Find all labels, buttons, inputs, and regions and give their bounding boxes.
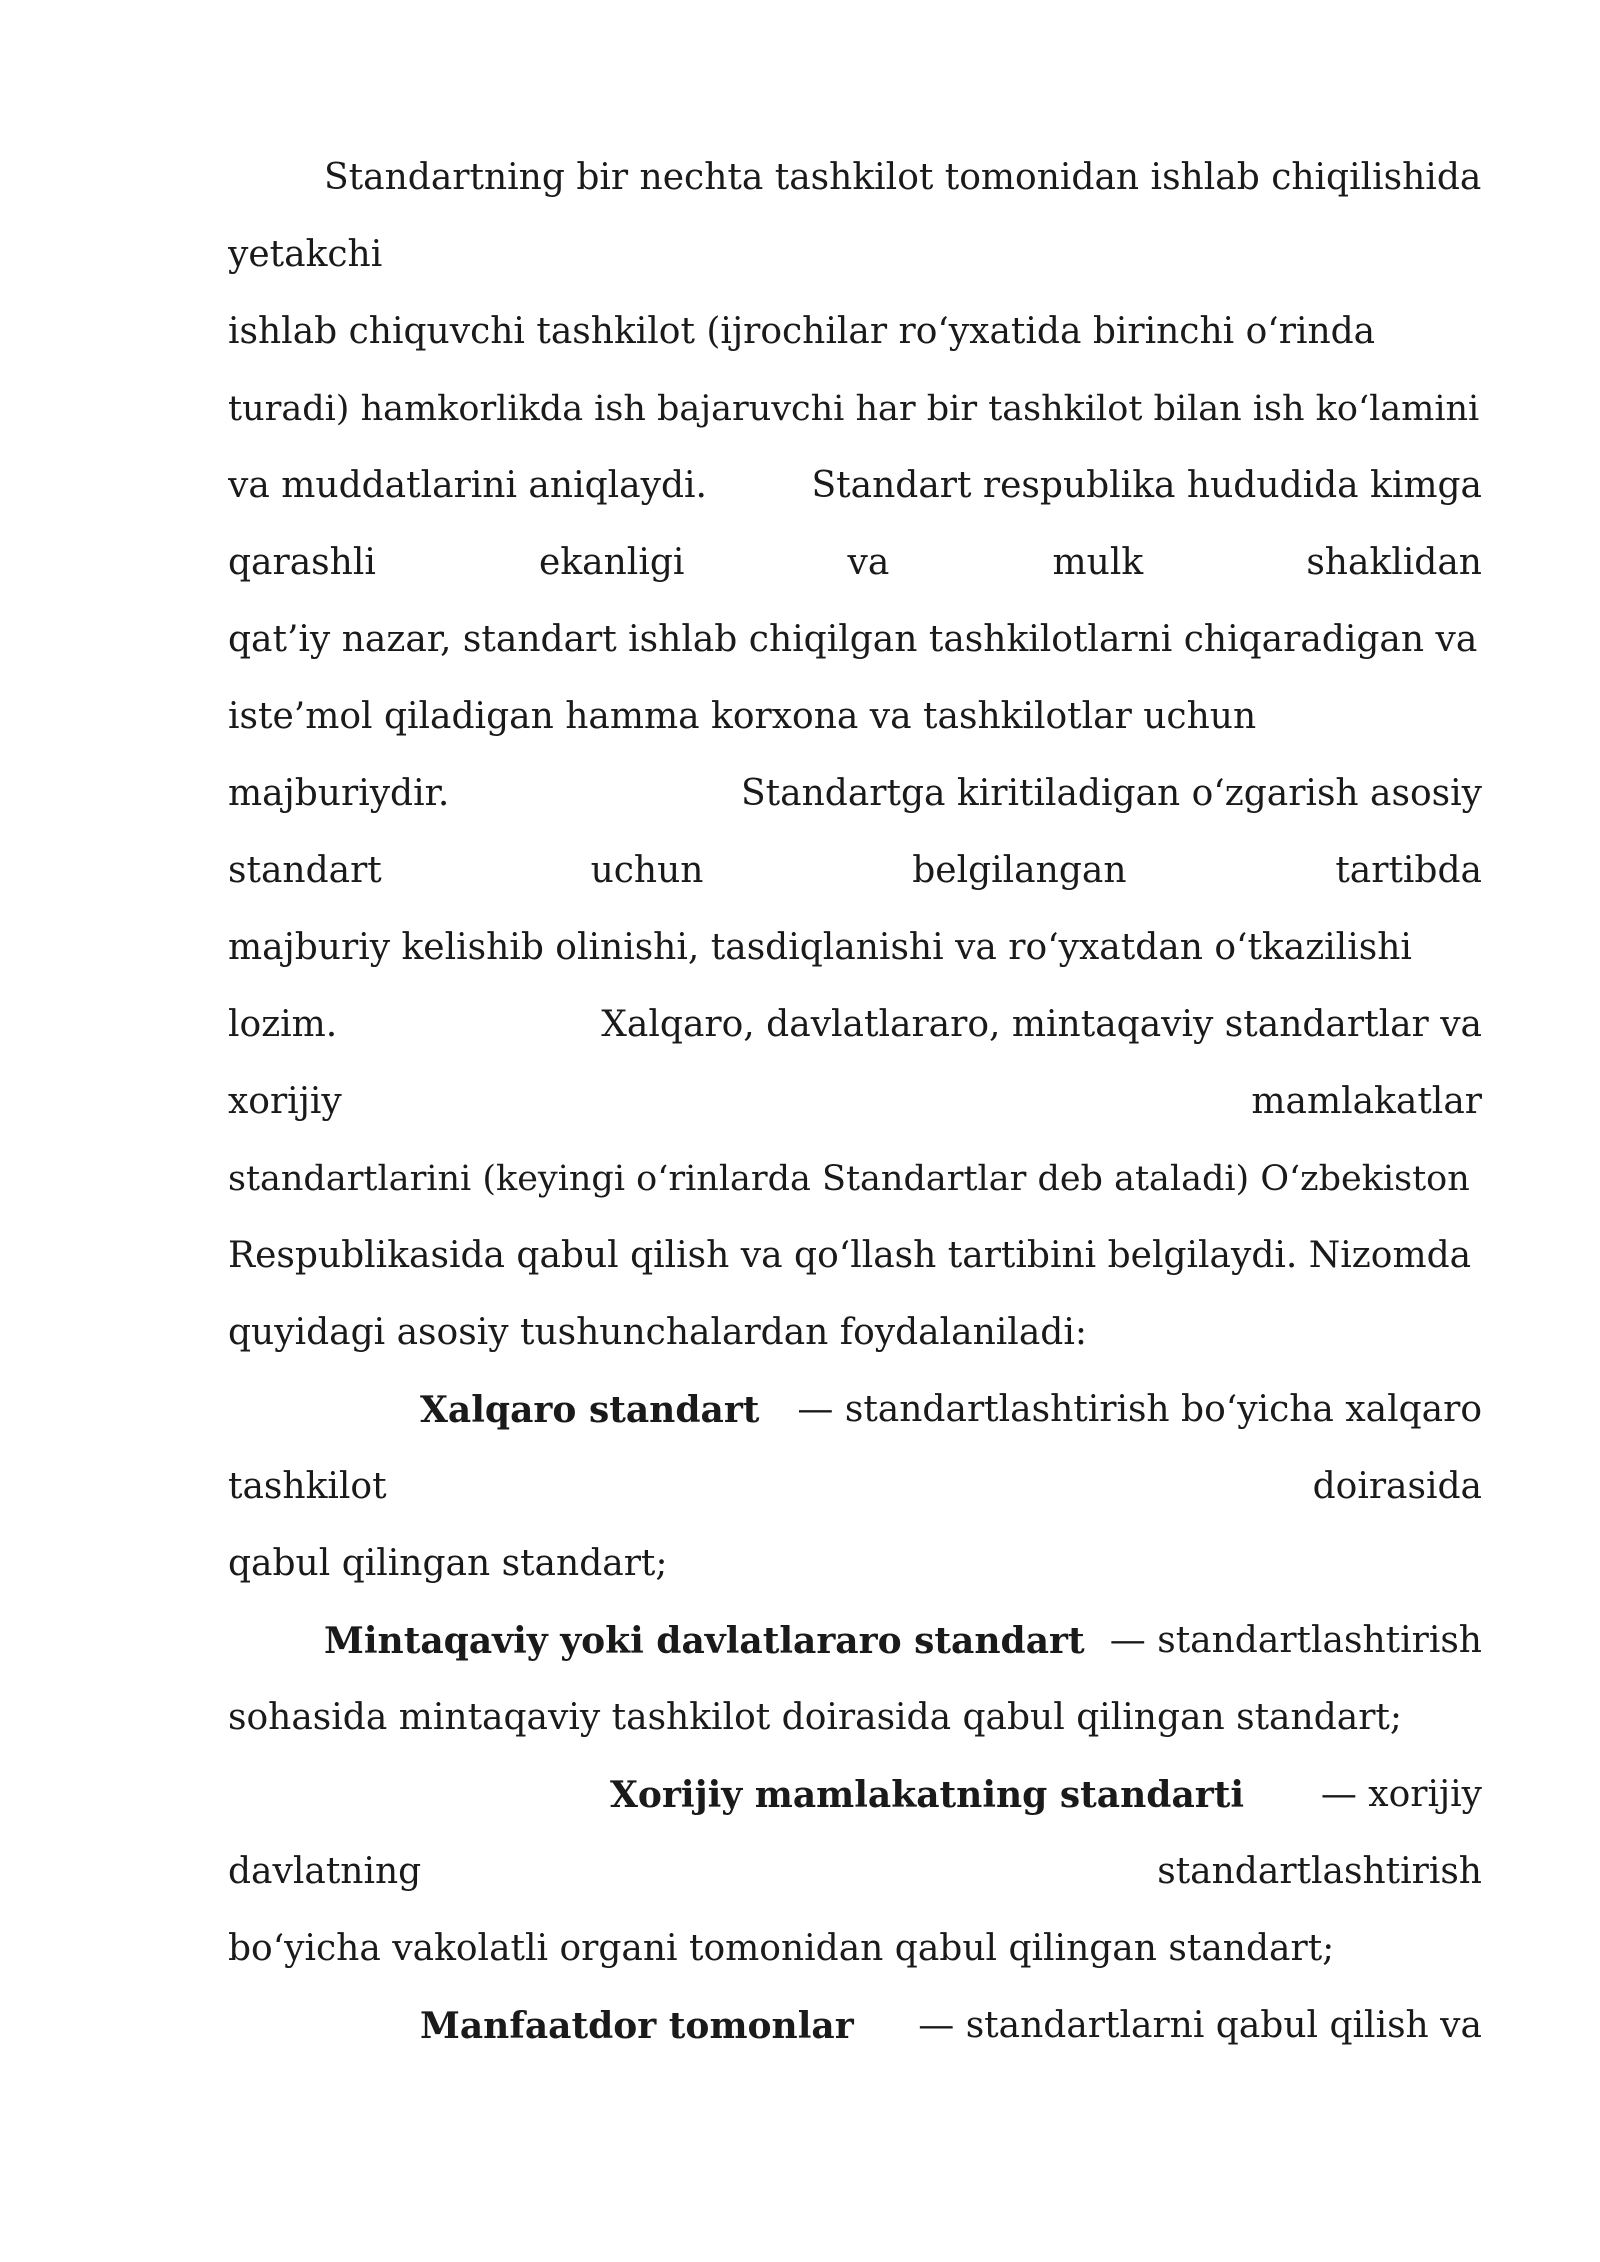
text-line <box>228 987 1482 1063</box>
text-segment: — standartlarni qabul qilish va <box>906 2005 1482 2046</box>
text-segment: belgilangan <box>912 850 1127 891</box>
text-segment: ishlab chiquvchi tashkilot (ijrochilar ro‘yxatida birinchi o‘rinda <box>228 311 1376 352</box>
text-segment: standartlashtirish <box>1157 1851 1482 1892</box>
text-line <box>324 1603 1482 1679</box>
text-line <box>228 1449 1482 1525</box>
text-line <box>228 602 1482 678</box>
text-segment: uchun <box>590 850 704 891</box>
text-segment: bo‘yicha vakolatli organi tomonidan qabul qilingan standart; <box>228 1928 1335 1969</box>
text-line <box>228 1218 1482 1294</box>
text-segment: mulk <box>1052 542 1144 583</box>
text-line <box>228 910 1482 986</box>
text-segment: turadi) hamkorlikda ish bajaruvchi har bir tashkilot bilan ish ko‘lamini <box>228 389 1480 429</box>
text-segment: tartibda <box>1335 850 1482 891</box>
text-segment: — standartlashtirish bo‘yicha xalqaro <box>785 1389 1482 1430</box>
text-line <box>228 833 1482 909</box>
text-line <box>228 525 1482 601</box>
text-segment: mamlakatlar <box>1251 1081 1482 1122</box>
text-segment: Respublikasida qabul qilish va qo‘llash tartibini belgilaydi. Nizomda <box>228 1235 1472 1276</box>
text-segment: yetakchi <box>228 234 383 275</box>
text-segment: sohasida mintaqaviy tashkilot doirasida qabul qilingan standart; <box>228 1697 1403 1738</box>
text-segment: va <box>847 542 890 583</box>
text-line <box>228 1680 1482 1756</box>
term-bold: Xalqaro standart <box>420 1389 760 1431</box>
term-bold: Xorijiy mamlakatning standarti <box>610 1774 1245 1816</box>
text-segment: lozim. <box>228 1004 338 1045</box>
text-segment: Xalqaro, davlatlararo, mintaqaviy standartlar va <box>601 1004 1482 1045</box>
text-segment: qarashli <box>228 542 376 583</box>
text-line <box>228 1295 1482 1371</box>
text-line <box>228 294 1482 370</box>
text-segment: iste’mol qiladigan hamma korxona va tashkilotlar uchun <box>228 696 1257 737</box>
text-segment: qat’iy nazar, standart ishlab chiqilgan tashkilotlarni chiqaradigan va <box>228 619 1478 660</box>
text-line <box>610 1757 1482 1833</box>
text-line <box>228 371 1482 447</box>
term-bold: Manfaatdor tomonlar <box>420 2005 854 2047</box>
text-segment: — xorijiy <box>1309 1774 1482 1815</box>
term-bold: Mintaqaviy yoki davlatlararo standart <box>324 1620 1085 1662</box>
text-segment: — standartlashtirish <box>1098 1620 1482 1661</box>
text-segment: quyidagi asosiy tushunchalardan foydalaniladi: <box>228 1312 1087 1353</box>
text-segment: standart <box>228 850 382 891</box>
text-segment: qabul qilingan standart; <box>228 1543 668 1584</box>
text-line <box>228 140 1482 216</box>
text-line <box>228 1526 1482 1602</box>
text-line <box>228 1834 1482 1910</box>
text-line <box>228 1064 1482 1140</box>
text-line <box>228 679 1482 755</box>
text-segment: doirasida <box>1312 1466 1482 1507</box>
text-line <box>420 1988 1482 2064</box>
text-segment: Standart respublika hududida kimga <box>811 465 1482 506</box>
text-line <box>228 448 1482 524</box>
text-segment: ekanligi <box>539 542 685 583</box>
text-segment: tashkilot <box>228 1466 387 1507</box>
text-line <box>228 1141 1482 1217</box>
text-line <box>420 1372 1482 1448</box>
text-segment: xorijiy <box>228 1081 342 1122</box>
text-segment: Standartga kiritiladigan o‘zgarish asosiy <box>741 773 1482 814</box>
text-segment: Standartning bir nechta tashkilot tomonidan ishlab chiqilishida <box>324 157 1482 198</box>
text-segment: va muddatlarini aniqlaydi. <box>228 465 707 506</box>
text-segment: standartlarini (keyingi o‘rinlarda Standartlar deb ataladi) O‘zbekiston <box>228 1159 1470 1199</box>
text-line <box>228 1911 1482 1987</box>
text-segment: majburiy kelishib olinishi, tasdiqlanishi va ro‘yxatdan o‘tkazilishi <box>228 927 1412 968</box>
text-segment: shaklidan <box>1306 542 1482 583</box>
text-segment: majburiydir. <box>228 773 450 814</box>
text-line <box>228 756 1482 832</box>
text-segment: davlatning <box>228 1851 422 1892</box>
text-line <box>228 217 1482 293</box>
